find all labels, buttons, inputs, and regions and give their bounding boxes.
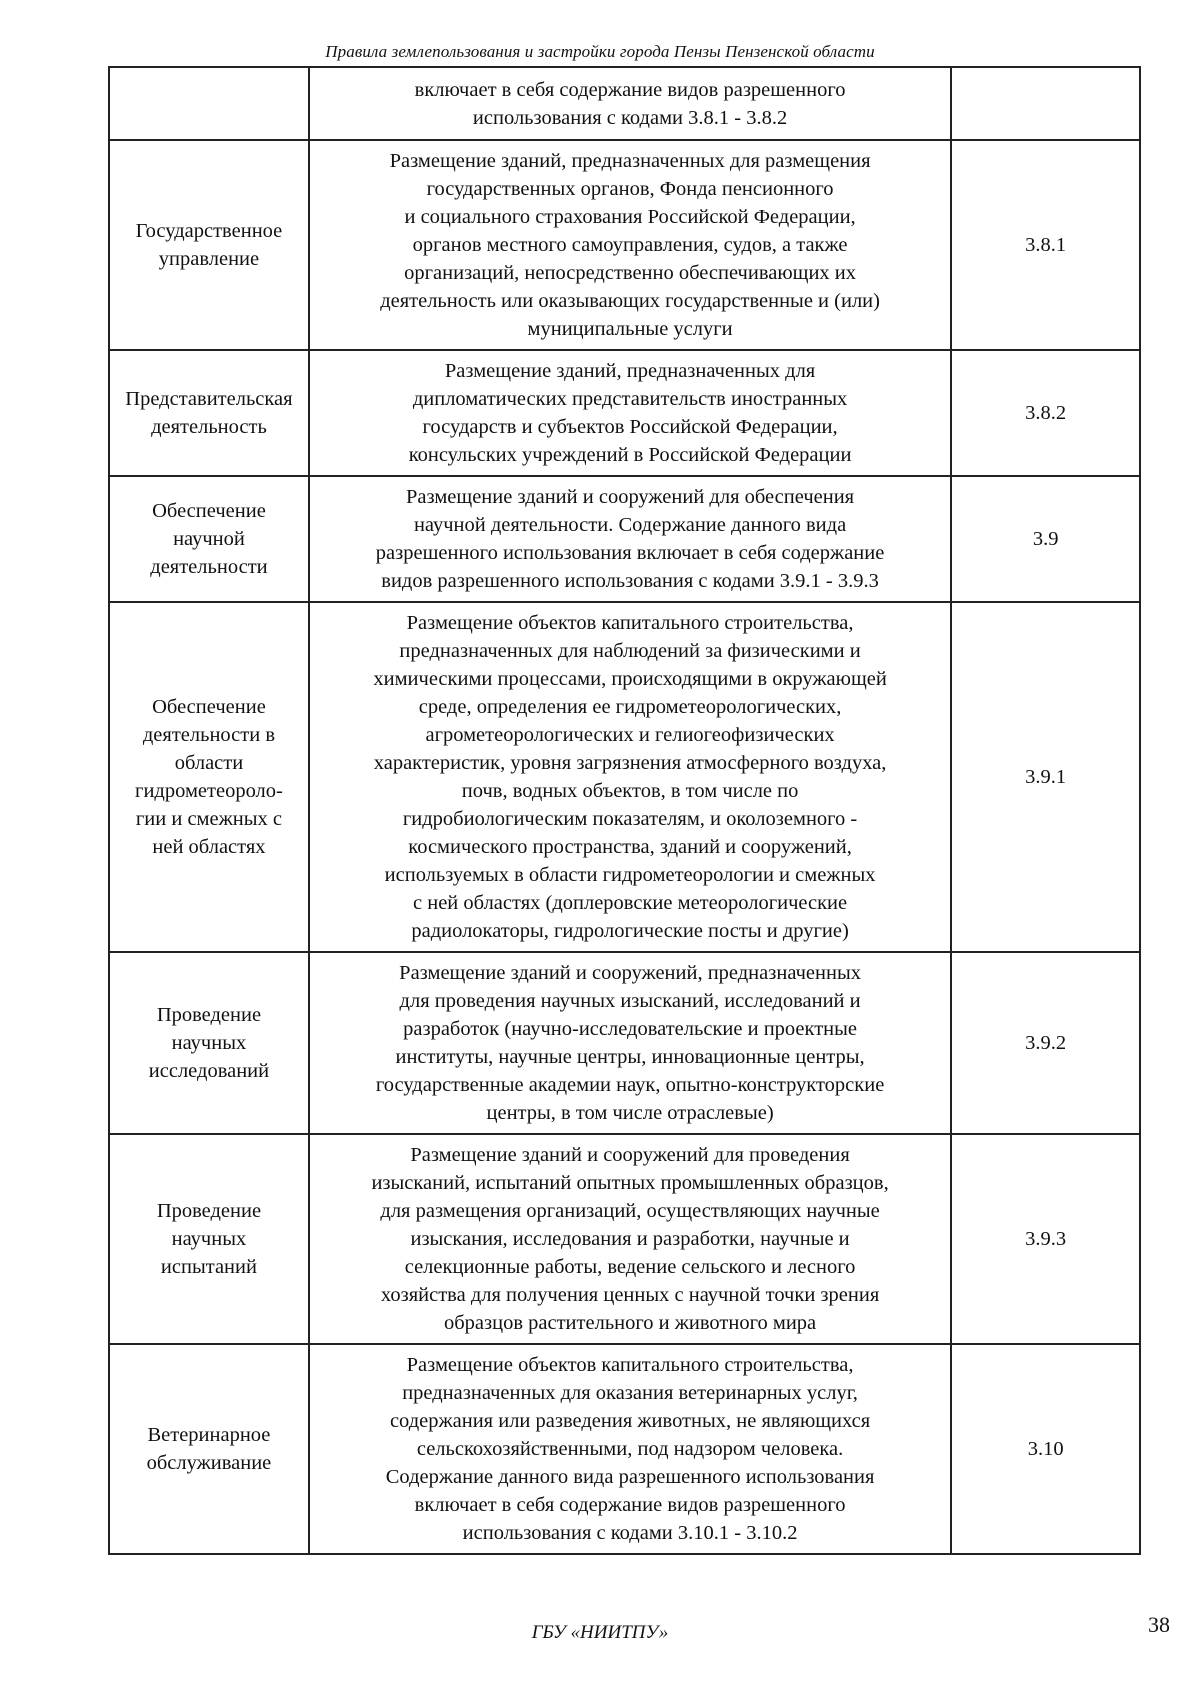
use-name-line: Представительская <box>125 388 293 410</box>
use-name-line: Обеспечение <box>152 500 266 522</box>
use-description-line: Размещение объектов капитального строительства, <box>406 1354 854 1376</box>
use-name-cell <box>109 952 309 1134</box>
use-description-line: муниципальные услуги <box>527 318 733 340</box>
use-description-line: Размещение зданий и сооружений для проведения <box>410 1144 850 1166</box>
use-description-line: сельскохозяйственными, под надзором человека. <box>416 1438 844 1460</box>
use-name-line: деятельности в <box>142 724 276 746</box>
use-description-line: органов местного самоуправления, судов, а также <box>412 234 848 256</box>
use-description-line: гидробиологическим показателям, и околоземного - <box>402 808 858 830</box>
use-description-line: Размещение зданий и сооружений для обеспечения <box>406 486 855 508</box>
use-code-cell <box>951 67 1140 140</box>
use-description-line: организаций, непосредственно обеспечивающих их <box>404 262 857 284</box>
use-name-cell <box>109 140 309 350</box>
use-code-cell <box>951 1344 1140 1554</box>
use-description-line: деятельность или оказывающих государственные и (или) <box>380 290 880 312</box>
table-row <box>109 350 1140 476</box>
table-row <box>109 476 1140 602</box>
use-name-line: ней областях <box>152 836 266 858</box>
document-header: Правила землепользования и застройки города Пензы Пензенской области <box>325 42 875 61</box>
use-description-line: предназначенных для наблюдений за физическими и <box>399 640 861 662</box>
use-name-line: Государственное <box>135 220 283 242</box>
use-code: 3.8.1 <box>1025 234 1067 256</box>
use-name-line: области <box>174 752 244 774</box>
table-row <box>109 140 1140 350</box>
use-code-cell <box>951 350 1140 476</box>
use-name-cell <box>109 1344 309 1554</box>
use-description-line: агрометеорологических и гелиогеофизических <box>425 724 835 746</box>
use-description-cell <box>309 67 951 140</box>
use-code: 3.9.2 <box>1025 1032 1067 1054</box>
use-code: 3.9.1 <box>1025 766 1067 788</box>
use-description-line: Размещение зданий, предназначенных для <box>444 360 816 382</box>
use-name-line: научных <box>171 1228 247 1250</box>
use-description-line: государственные академии наук, опытно-конструкторские <box>375 1074 885 1096</box>
use-description-line: химическими процессами, происходящими в окружающей <box>373 668 887 690</box>
use-name-line: испытаний <box>160 1256 257 1278</box>
table-row <box>109 67 1140 140</box>
use-description-line: характеристик, уровня загрязнения атмосферного воздуха, <box>373 752 887 774</box>
use-description-line: научной деятельности. Содержание данного вида <box>413 514 847 536</box>
use-description-line: Размещение объектов капитального строительства, <box>406 612 854 634</box>
table-row <box>109 602 1140 952</box>
use-description-cell <box>309 952 951 1134</box>
use-description-line: с ней областях (доплеровские метеорологические <box>413 892 848 914</box>
use-description-cell <box>309 140 951 350</box>
use-name-line: управление <box>158 248 260 270</box>
use-name-line: деятельность <box>151 416 267 438</box>
use-description-line: среде, определения ее гидрометеорологических, <box>418 696 842 718</box>
use-description-line: изыскания, исследования и разработки, научные и <box>410 1228 850 1250</box>
page-number: 38 <box>1148 1612 1170 1637</box>
table-row <box>109 1134 1140 1344</box>
use-code-cell <box>951 1134 1140 1344</box>
use-code: 3.8.2 <box>1025 402 1067 424</box>
document-footer: ГБУ «НИИТПУ» <box>531 1622 669 1643</box>
use-description-line: включает в себя содержание видов разрешенного <box>414 78 846 101</box>
use-name-line: Ветеринарное <box>147 1424 271 1446</box>
use-name-line: гии и смежных с <box>135 808 283 830</box>
use-description-line: хозяйства для получения ценных с научной точки зрения <box>380 1284 880 1306</box>
use-description-line: Размещение зданий, предназначенных для размещения <box>389 150 871 172</box>
table-row <box>109 1344 1140 1554</box>
use-name-line: Проведение <box>156 1004 262 1026</box>
use-description-line: государственных органов, Фонда пенсионного <box>426 178 834 200</box>
use-description-line: содержания или разведения животных, не являющихся <box>389 1410 871 1432</box>
use-code: 3.9 <box>1032 528 1059 550</box>
use-description-line: дипломатических представительств иностранных <box>412 388 848 410</box>
use-description-line: селекционные работы, ведение сельского и лесного <box>404 1256 856 1278</box>
use-description-cell <box>309 350 951 476</box>
use-code-cell <box>951 476 1140 602</box>
use-description-line: предназначенных для оказания ветеринарных услуг, <box>402 1382 858 1404</box>
use-name-cell <box>109 476 309 602</box>
use-code-cell <box>951 952 1140 1134</box>
use-description-line: и социального страхования Российской Федерации, <box>404 206 856 228</box>
use-name-cell <box>109 602 309 952</box>
use-code: 3.9.3 <box>1025 1228 1067 1250</box>
land-use-table <box>108 66 1141 1555</box>
use-description-line: образцов растительного и животного мира <box>444 1312 817 1334</box>
use-description-cell <box>309 1344 951 1554</box>
use-description-cell <box>309 1134 951 1344</box>
use-description-line: Содержание данного вида разрешенного использования <box>385 1466 875 1488</box>
use-name-line: научных <box>171 1032 247 1054</box>
use-name-line: Проведение <box>156 1200 262 1222</box>
use-description-line: изысканий, испытаний опытных промышленных образцов, <box>371 1172 889 1194</box>
table-body <box>109 67 1140 1554</box>
use-description-line: включает в себя содержание видов разрешенного <box>414 1494 846 1516</box>
use-description-line: почв, водных объектов, в том числе по <box>461 780 799 802</box>
use-name-line: научной <box>173 528 245 550</box>
use-description-line: для проведения научных изысканий, исследований и <box>399 990 861 1012</box>
use-code-cell <box>951 602 1140 952</box>
use-description-line: используемых в области гидрометеорологии и смежных <box>384 864 876 886</box>
use-description-line: для размещения организаций, осуществляющих научные <box>380 1200 880 1222</box>
use-description-line: радиолокаторы, гидрологические посты и другие) <box>411 920 849 942</box>
use-code: 3.10 <box>1027 1438 1064 1460</box>
use-description-line: космического пространства, зданий и сооружений, <box>408 836 852 858</box>
use-name-cell <box>109 1134 309 1344</box>
use-description-line: институты, научные центры, инновационные центры, <box>395 1046 865 1068</box>
use-description-line: использования с кодами 3.8.1 - 3.8.2 <box>472 106 788 129</box>
use-description-cell <box>309 602 951 952</box>
use-description-cell <box>309 476 951 602</box>
use-description-line: центры, в том числе отраслевые) <box>486 1102 774 1124</box>
use-description-line: использования с кодами 3.10.1 - 3.10.2 <box>462 1522 798 1544</box>
use-name-line: обслуживание <box>146 1452 272 1474</box>
use-code-cell <box>951 140 1140 350</box>
use-name-line: Обеспечение <box>152 696 266 718</box>
use-description-line: разработок (научно-исследовательские и проектные <box>403 1018 858 1040</box>
table-row <box>109 952 1140 1134</box>
use-name-line: исследований <box>148 1060 270 1082</box>
use-description-line: разрешенного использования включает в себя содержание <box>375 542 885 564</box>
use-description-line: государств и субъектов Российской Федерации, <box>422 416 838 438</box>
use-description-line: Размещение зданий и сооружений, предназначенных <box>399 962 861 984</box>
use-description-line: консульских учреждений в Российской Федерации <box>408 444 852 466</box>
use-name-line: гидрометеороло- <box>135 780 283 802</box>
use-name-cell <box>109 67 309 140</box>
use-name-cell <box>109 350 309 476</box>
use-description-line: видов разрешенного использования с кодами 3.9.1 - 3.9.3 <box>381 570 879 592</box>
use-name-line: деятельности <box>150 556 268 578</box>
